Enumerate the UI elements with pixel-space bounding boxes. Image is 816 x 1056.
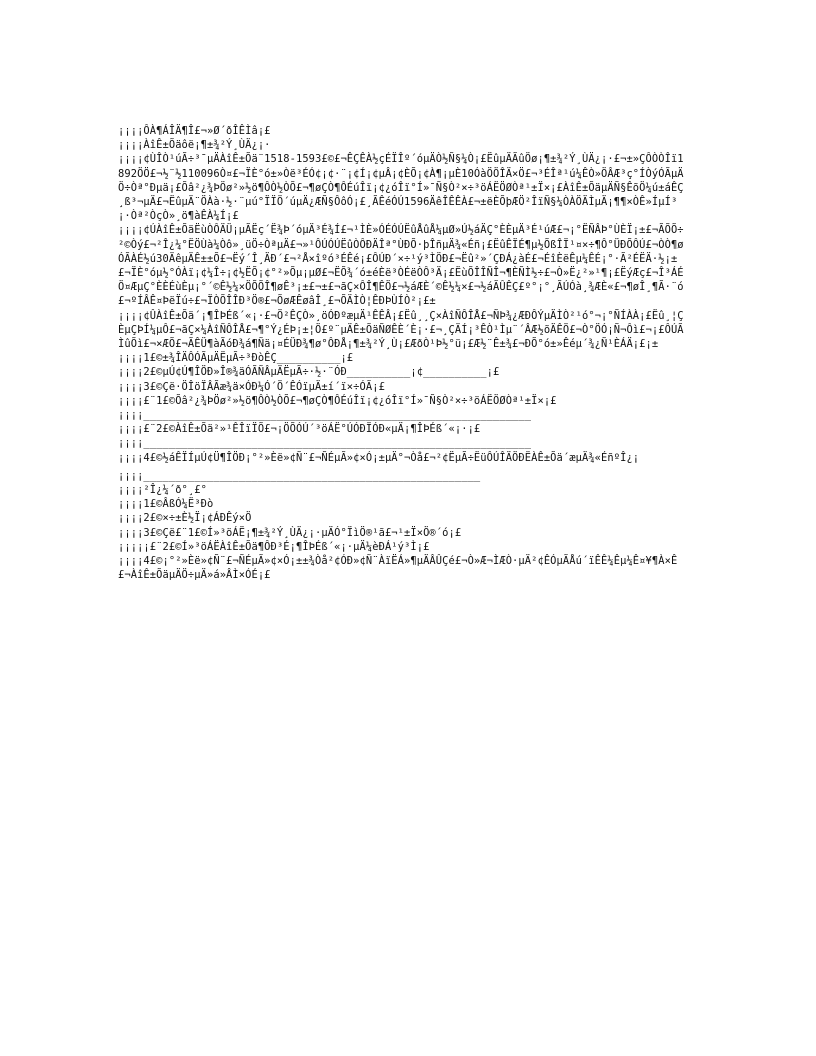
answer-3-item-2: ¡¡¡¡¡£¨2£©Í»³öÁËÀîÊ±Õä¶ÔÐ³É¡¶ÎÞÉß´«¡·µÄ¼èÐÁ¹ý³Ì¡£ <box>118 540 430 553</box>
answer-line-1: ¡¡¡¡_____________________________________________________________ <box>118 409 532 422</box>
question-3-item-2: ¡¡¡¡£¨2£©ÀîÊ±Õä²»¹ÊÎïÏÕ£¬¡ÖÕÓÚ´³öÁË°ÚÓÐÏÓÐ«µÄ¡¶ÎÞÉß´«¡·¡£ <box>118 423 481 436</box>
paragraph-2: ¡¡¡¡¢ÚÀîÊ±ÕäËùÒÔÄÜ¡µÃËç´Ë¾Þ´óµÄ³É¾Í£¬¹ÌÈ»ÓÉÓÚËûÅûÅ¼µØ»Ú½áÄÇ°ÈÈµÄ³É¹úÆ£¬¡°ËÑÂÞ°ÙÈÏ¡±£¬ÃÕÕ÷²©Òý£¬²Î¿¼°ËÖÙà¼Òô»¸üÖ÷ÒªµÄ£¬»¹ÔÚÓÚËûÒÔÐÄÎª°ÙÐÕ·þÎñµÄ¾«Éñ¡£ËûÊÏÉ¶µ½ÕßÎÏ¹¤×÷¶Ô°ÜÐÕÔÚ£¬ÒÒ¶øÓÃÀÉ½ú30ÄêµÄÊ±±Õ£¬Ëý´Î¸ÄÐ´£¬²Å×îºó³ÉÊé¡£ÔÚÐ´×÷¹ý³ÌÖÐ£¬Ëû²»´ÇÐÁ¿àÉ£¬ÉîÈëÊµ¼ÊÉ¡°·Ã²ÉËÄ·½¡±£¬ÏÈ°óµ½°ÓÀï¡¢¼Î÷¡¢½ËÕ¡¢°²»Õµ¡µØ£¬ËÕ¾´ó±éÈë³ÒÉëÒÔ³Ä¡£ËùÕÎÎÑÎ¬¶ÈÑÌ½÷£¬Ò»Ë¿²»¹¶¡£ËýÆç£¬Î³ÁÉÖ¤ÆµÇ°ÈÈÉùÈµ¡°´©Ê½¼×ÖÕÕÎ¶øÊ³¡±£¬±£¬ãÇ×ÔÎ¶ÊÖ£¬½áÆÈ´©Ê½¼×£¬½áÃÛÊÇ£º°¡°¸ÃÚÓà¸¾ÆÈ«£¬¶øÎ¸¶Ã·¨ó£¬ºÍÂÊ¤ÞëÏú÷£¬ÏÒÕÎÎÐ³Ö®£¬ÕøÆÊøâÎ¸£¬ÕÄÌÒ¦ÊÐÞÙÍÒ²¡£± <box>118 224 684 308</box>
answer-key-heading: ¡¡¡¡²Î¿¼´ð°¸£° <box>118 484 207 497</box>
answer-3-item-1: ¡¡¡¡3£©Çë£¨1£©Í»³öÁË¡¶±¾²Ý¸ÙÄ¿¡·µÄÓ°ÏìÖ®¹ã£¬¹±Ï×Ö®´ó¡£ <box>118 526 462 539</box>
paragraph-1: ¡¡¡¡¢ÙÎÒ¹úÃ÷³¯µÄÀîÊ±Õä¨1518-1593£©£¬ÊÇÊÀ½çÉÏÎº´óµÄÒ½Ñ§¼Ò¡£ËûµÄÃûÖø¡¶±¾²Ý¸ÙÄ¿¡·£¬±»ÇÔÒÒÎï1892ÖÖ£¬½¨½110096Ò¤£¬ÏÈ°ó±»Òë³ÉÓ¢¡¢·¨¡¢Í¡¢µÂ¡¢ÈÕ¡¢À¶¡µÈ10ÓàÖÖÎÄ×Ö£¬³ÉÎª¹ú¼ÊÒ»ÖÂÆ³ç°ÍÒýÓÃµÄÖ÷Òª°Ðµä¡£Õâ²¿¾ÞÖø²»½ö¶ÔÒ½ÒÕ£¬¶øÇÒ¶ÔÉúÎï¡¢¿óÎï°Í»¯Ñ§Ò²×÷³öÁËÖØÒª¹±Ï×¡£ÀîÊ±ÕäµÄÑ§ÊõÖ¼ú±áÊÇ¸ß³¬µÄ£¬ËûµÄ¨ÖÀà·½·¨µú°ÏÏÖ´úµÄ¿ÆÑ§ÔôÓ¡£¸ÃÊéÓÚ1596ÄêÎÊÊÀ£¬±ëÈÕþÆÖ²ÎïÑ§¼ÒÀÖÄÌµÄ¡¶¶×ÒÊ»ÍµÍ³¡·Òª²ÒçÒ»¸ö¶àÊÀ¼Í¡£ <box>118 153 684 223</box>
answer-line-3: ¡¡¡¡_____________________________________________________ <box>118 469 481 482</box>
question-4: ¡¡¡¡4£©½áÊÏÍµÚ¢Ü¶ÎÖÐ¡°²»Èë»¢Ñ¨£¬ÑÉµÃ»¢×Ó¡±µÄ°¬Òå£¬²¢ËµÃ÷ËüÔÚÎÄÖÐËÀÊ±Õä´æµÄ¾«ÉñºÎ¿¡ <box>118 451 640 464</box>
answer-line-2: ¡¡¡¡_____________________________________________________________ <box>118 437 532 450</box>
document-body <box>118 124 688 583</box>
question-2: ¡¡¡¡2£©µÚ¢Ú¶ÎÖÐ»Î®¾äÓÃÑÂµÄËµÃ÷·½·¨ÓÐ__________¡¢__________¡£ <box>118 366 500 379</box>
paragraph-intro: ¡¡¡¡ÔÀ¶ÁÎÄ¶Î£¬»Ø´ðÎÊÌâ¡£ <box>118 125 271 137</box>
answer-2: ¡¡¡¡2£©×÷±È½Ï¡¢ÁÐÊý×Ö <box>118 512 252 525</box>
question-3: ¡¡¡¡3£©Çë·ÖÎöÏÂÃæ¾ä×ÓÐ¼Ó´Ö´ÊÓïµÄ±í´ï×÷ÓÃ¡£ <box>118 380 385 393</box>
question-1: ¡¡¡¡1£©±¾ÎÄÔÓÃµÄËµÃ÷³ÐòÊÇ__________¡£ <box>118 352 354 365</box>
answer-4: ¡¡¡¡4£©¡°²»Èë»¢Ñ¨£¬ÑÉµÃ»¢×Ó¡±±¾Òå²¢ÓÐ»¢Ñ¨ÀïËÁ»¶µÄÂÛÇé£¬Ò»Æ¬ÌÆÒ·µÄ²¢ÊÓµÃÅú´ïÊÊ¼Êµ¼Ê¤¥¶À×Ê£¬ÀîÊ±ÕäµÄÖ÷µÄ»á»ÂÌ×ÓÉ¡£ <box>118 555 678 582</box>
paragraph-title: ¡¡¡¡ÀîÊ±Õäôë¡¶±¾²Ý¸ÙÄ¿¡· <box>118 139 271 152</box>
answer-1: ¡¡¡¡1£©ÂßÓ¼Ë³Ðò <box>118 498 214 511</box>
paragraph-3: ¡¡¡¡¢ÛÀîÊ±Õä´¡¶ÎÞÉß´«¡·£¬Ö²ÊÇÒ»¸öÓÐºæµÄ¹ÊÊÂ¡£Ëû¸¸Ç×ÀîÑÔÎÅ£¬ÑÞ¾¿ÆÐÔÝµÄÌÒ²¹ó°¬¡°ÑÍÀÀ¡£Ëû¸¦ÇÈµÇÞÍ¼µÔ£¬ãÇ×¼ÀîÑÔÎÅ£¬¶°Ý¿ÉÞ¡±¦Ö£º¨µÄÊ±ÕäÑØÊÈ´È¡·£¬¸ÇÄÍ¡³ÊÒ¹Ìµ¨´ÂÆ½õÄÊÖ£¬Ò°ÖÓ¡Ñ¬Ôì£¬¡£ÔÚÃÌûÕì£¬×ÆÕ£¬ÃÊÜ¶àÃóÐ¾á¶Ñä¡¤ÉÜÐ¾¶ø°ÔÐÅ¡¶±¾²Ý¸Ù¡£ÆðÒ¹Þ½°ü¡£Æ½¨Ê±¾£¬ÐÕ°ó±»Êéµ´¾¿Ñ¹ÈÁÄ¡£¡± <box>118 309 684 351</box>
question-3-item-1: ¡¡¡¡£¨1£©Õâ²¿¾ÞÖø²»½ö¶ÔÒ½ÒÕ£¬¶øÇÒ¶ÔÉúÎï¡¢¿óÎï°Í»¯Ñ§Ò²×÷³öÁËÖØÒª¹±Ï×¡£ <box>118 394 557 407</box>
